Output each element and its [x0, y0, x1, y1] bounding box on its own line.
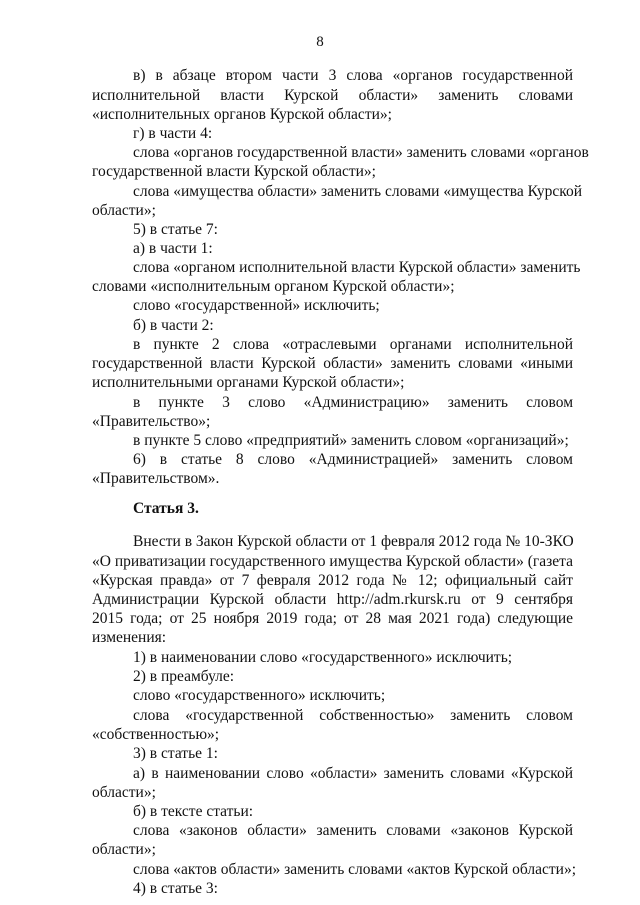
text-line: государственной власти Курской области»; — [92, 163, 376, 180]
text-line: области»; — [92, 784, 156, 801]
text-line: 2015 года; от 25 ноября 2019 года; от 28 мая 2021 года) следующие — [92, 610, 573, 627]
text-line: слово «государственной» исключить; — [133, 297, 380, 314]
text-line: в пункте 2 слова «отраслевыми органами исполнительной — [133, 336, 573, 353]
text-line: изменения: — [92, 629, 167, 646]
text-line: а) в части 1: — [133, 240, 213, 257]
text-line: 5) в статье 7: — [133, 221, 218, 238]
text-line: в пункте 3 слово «Администрацию» заменить словом — [133, 394, 573, 411]
text-line: «О приватизации государственного имущества Курской области» (газета — [92, 553, 573, 570]
text-line: «Курская правда» от 7 февраля 2012 года № 12; официальный сайт — [92, 572, 573, 589]
text-line: 6) в статье 8 слово «Администрацией» заменить словом — [133, 451, 573, 468]
text-line: слова «законов области» заменить словами «законов Курской — [133, 822, 573, 839]
text-line: слова «государственной собственностью» заменить словом — [133, 707, 573, 724]
text-line: б) в части 2: — [133, 317, 214, 334]
text-line: слова «органов государственной власти» заменить словами «органов — [133, 144, 589, 161]
text-line: в) в абзаце втором части 3 слова «органов государственной — [133, 67, 573, 84]
page-number: 8 — [316, 34, 324, 50]
text-line: области»; — [92, 202, 156, 219]
text-line: государственной власти Курской области» заменить словами «иными — [92, 355, 573, 372]
text-line: а) в наименовании слово «области» заменить словами «Курской — [133, 765, 573, 782]
text-line: словами «исполнительным органом Курской области»; — [92, 278, 455, 295]
text-line: 2) в преамбуле: — [133, 668, 235, 685]
text-line: 4) в статье 3: — [133, 880, 218, 897]
text-line: «Правительство»; — [92, 413, 211, 430]
text-line: «Правительством». — [92, 470, 220, 487]
article-heading: Статья 3. — [133, 500, 199, 517]
text-line: исполнительными органами Курской области»; — [92, 374, 405, 391]
text-line: в пункте 5 слово «предприятий» заменить словом «организаций»; — [133, 432, 569, 449]
text-line: слово «государственного» исключить; — [133, 687, 386, 704]
text-line: слова «актов области» заменить словами «актов Курской области»; — [133, 861, 577, 878]
text-line: слова «органом исполнительной власти Курской области» заменить — [133, 259, 581, 276]
text-line: области»; — [92, 841, 156, 858]
text-line: б) в тексте статьи: — [133, 803, 254, 820]
text-line: Внести в Закон Курской области от 1 февраля 2012 года № 10-ЗКО — [133, 533, 574, 550]
text-line: г) в части 4: — [133, 125, 213, 142]
text-line: Администрации Курской области http://adm.rkursk.ru от 9 сентября — [92, 591, 573, 608]
text-line: 1) в наименовании слово «государственного» исключить; — [133, 649, 513, 666]
text-line: 3) в статье 1: — [133, 745, 218, 762]
text-line: «собственностью»; — [92, 726, 220, 743]
text-line: исполнительной власти Курской области» заменить словами — [92, 87, 573, 104]
text-line: слова «имущества области» заменить словами «имущества Курской — [133, 183, 583, 200]
text-line: «исполнительных органов Курской области»; — [92, 106, 392, 123]
